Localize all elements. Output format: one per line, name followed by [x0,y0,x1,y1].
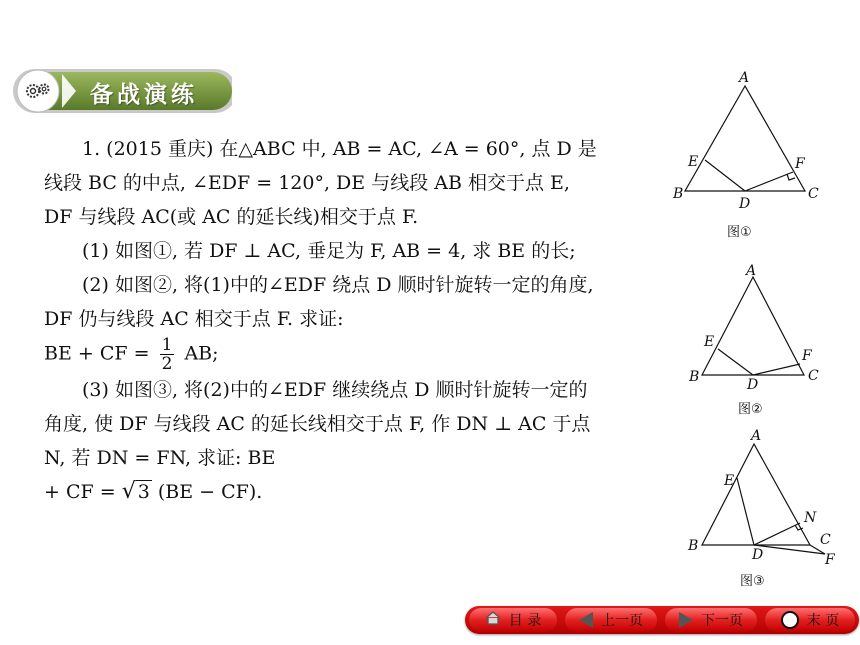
nav-home-button[interactable] [469,608,557,632]
problem-part-3: (3) 如图③, 将(2)中的∠EDF 继续绕点 D 顺时针旋转一定的角度, 使 DF 与线段 AC 的延长线相交于点 F, 作 DN ⊥ AC 于点 N, 若 DN = FN, 求证: BE [44,379,591,469]
nav-prev-label: 上一页 [601,613,643,629]
formula-left: BE + CF = [44,342,150,365]
fig2-label-b: B [689,369,700,385]
circle-icon [781,611,799,629]
fig1-label-d: D [739,196,751,212]
figure-1-caption: 图① [727,225,752,240]
fig2-label-c: C [808,368,819,384]
fig3-label-f: F [825,552,835,568]
fraction-denominator: 2 [161,354,173,374]
sqrt-radicand: 3 [137,481,150,503]
figure-2-caption: 图② [738,402,763,417]
nav-last-label: 末 页 [806,613,840,629]
fig2-label-a: A [746,263,757,279]
arrow-right-icon [679,612,693,628]
problem-part-2: (2) 如图②, 将(1)中的∠EDF 绕点 D 顺时针旋转一定的角度, DF 仍与线段 AC 相交于点 F. 求证: [44,274,594,330]
figure-2 [680,262,830,392]
sqrt-sign: √ [121,479,136,504]
fraction-numerator: 1 [161,335,173,355]
problem-part-1: (1) 如图①, 若 DF ⊥ AC, 垂足为 F, AB = 4, 求 BE 的长; [82,240,576,262]
formula-left-3: + CF = [44,481,116,503]
formula-right: AB; [184,342,219,365]
fraction-one-half [160,336,175,373]
section-banner [10,66,232,116]
problem-part-3-formula [44,475,604,509]
formula-right-3: (BE − CF). [157,481,263,503]
nav-next-button[interactable] [665,608,757,632]
banner-title: 备战演练 [90,82,198,108]
problem-text [44,132,604,509]
nav-last-button[interactable] [765,608,855,632]
fig1-label-b: B [673,186,684,202]
nav-home-label: 目 录 [508,613,542,629]
figure-1 [670,66,830,216]
fig1-label-e: E [688,154,699,170]
fig3-label-e: E [724,473,735,489]
fig3-label-c: C [820,532,831,548]
gears-icon [24,80,52,102]
fig1-label-f: F [795,156,805,172]
fig2-label-e: E [704,334,715,350]
fig3-label-n: N [804,510,817,526]
fig3-label-d: D [752,547,764,563]
figure-3-caption: 图③ [740,574,765,589]
fig3-label-a: A [751,428,762,444]
nav-bar [465,606,859,634]
nav-next-label: 下一页 [701,613,743,629]
arrow-left-icon [579,612,593,628]
fig3-label-b: B [688,538,699,554]
home-icon [485,611,501,629]
fig1-label-c: C [808,186,819,202]
problem-stem: 1. (2015 重庆) 在△ABC 中, AB = AC, ∠A = 60°, 点 D 是线段 BC 的中点, ∠EDF = 120°, DE 与线段 AB 相交于点 E, DF 与线段 AC(或 AC 的延长线)相交于点 F. [44,138,597,228]
nav-prev-button[interactable] [565,608,657,632]
problem-part-2-formula [44,336,604,373]
fig1-label-a: A [739,70,750,86]
fig2-label-f: F [802,348,812,364]
figure-3 [682,428,842,568]
fig2-label-d: D [747,377,759,392]
